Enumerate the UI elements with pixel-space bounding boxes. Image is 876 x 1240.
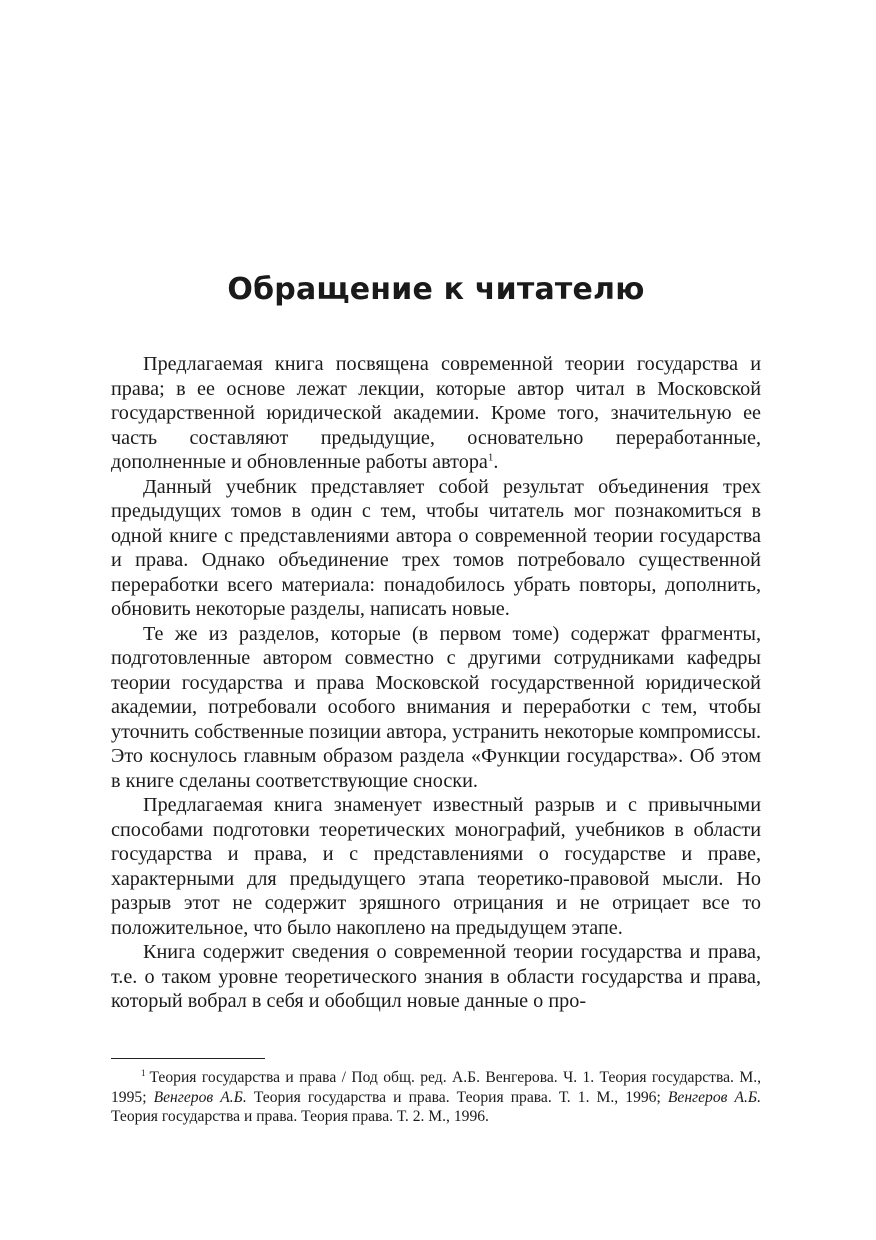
paragraph-3: Те же из разделов, которые (в первом томе) содержат фрагменты, подготовленные автором совместно с другими сотрудниками кафедры теории государства и права Московской государственной юридической академии, потребовали особого внимания и переработки с тем, чтобы уточнить собственные позиции автора, устранить некоторые компромиссы. Это коснулось главным образом раздела «Функции государства». Об этом в книге сделаны соответствующие сноски. [111, 622, 761, 792]
body-text [111, 352, 761, 1014]
footnote-part-3: Теория государства и права. Теория права. Т. 2. М., 1996. [111, 1108, 489, 1125]
footnote-part-2: Теория государства и права. Теория права. Т. 1. М., 1996; [246, 1088, 668, 1106]
paragraph-1-end: . [493, 451, 499, 473]
footnote [111, 1068, 761, 1127]
paragraph-1-text: Предлагаемая книга посвящена современной теории государства и права; в ее основе лежат лекции, которые автор читал в Московской государственной юридической академии. Кроме того, значительную ее часть составляют предыдущие, основательно переработанные, дополненные и обновленные работы автора [111, 353, 761, 473]
paragraph-1 [111, 352, 761, 475]
footnote-divider [111, 1058, 265, 1059]
footnote-part-1: Теория государства и права / Под общ. ред. А.Б. Венгерова. Ч. 1. Теория государства. М., 1995; [111, 1069, 761, 1106]
paragraph-5: Книга содержит сведения о современной теории государства и права, т.е. о таком уровне теоретического знания в области государства и права, который вобрал в себя и обобщил новые данные о про- [111, 941, 761, 1012]
document-page [111, 0, 761, 1240]
page-title: Обращение к читателю [227, 272, 645, 307]
footnote-mark: 1 [141, 1067, 146, 1078]
footnote-reference[interactable]: 1 [487, 451, 494, 464]
footnote-author-2: Венгеров А.Б. [667, 1088, 762, 1106]
footnote-author-1: Венгеров А.Б. [153, 1088, 247, 1106]
paragraph-2: Данный учебник представляет собой результат объединения трех предыдущих томов в один с тем, чтобы читатель мог познакомиться в одной книге с представлениями автора о современной теории государства и права. Однако объединение трех томов потребовало существенной переработки всего материала: понадобилось убрать повторы, дополнить, обновить некоторые разделы, написать новые. [111, 475, 761, 620]
paragraph-4: Предлагаемая книга знаменует известный разрыв и с привычными способами подготовки теоретических монографий, учебников в области государства и права, и с представлениями о государстве и праве, характерными для предыдущего этапа теоретико-правовой мысли. Но разрыв этот не содержит зряшного отрицания и не отрицает все то положительное, что было накоплено на предыдущем этапе. [111, 794, 761, 939]
